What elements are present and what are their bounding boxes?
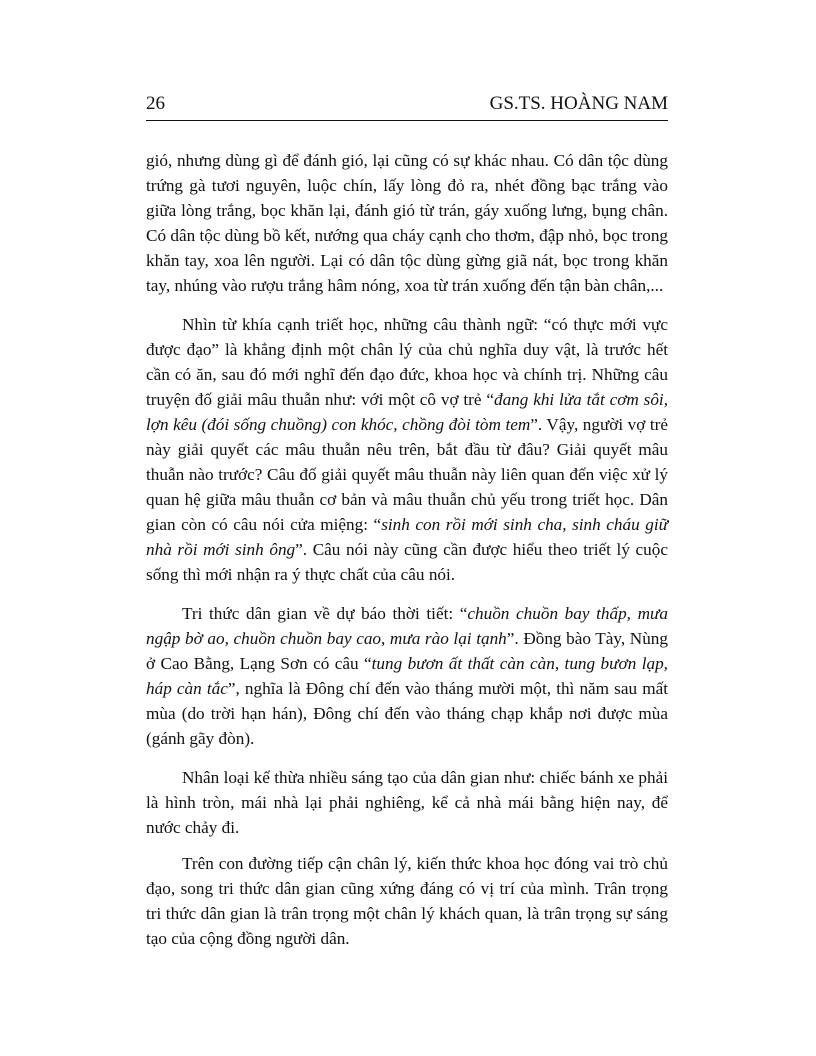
paragraph-2-text-a: Nhìn từ khía cạnh triết học, những câu thành ngữ: “có thực mới vực được đạo” là khẳng định một chân lý của chủ nghĩa duy vật, là trước hết cần có ăn, sau đó mới nghĩ đến đạo đức, khoa học và chính trị. Những câu truyện đố giải mâu thuẫn như: với một cô vợ trẻ “ [146, 315, 668, 409]
header-rule [146, 120, 668, 121]
paragraph-3-text-a: Tri thức dân gian về dự báo thời tiết: “ [182, 604, 468, 623]
paragraph-2-text-c: ”. Câu nói này cũng cần được hiểu theo triết lý cuộc sống thì mới nhận ra ý thực chất của câu nói. [146, 540, 668, 584]
body-text [146, 148, 668, 962]
paragraph-2 [146, 312, 668, 587]
header-author: GS.TS. HOÀNG NAM [489, 93, 668, 114]
paragraph-3-text-c: ”, nghĩa là Đông chí đến vào tháng mười một, thì năm sau mất mùa (do trời hạn hán), Đông chí đến vào tháng chạp khắp nơi được mùa (gánh gãy đòn). [146, 679, 668, 748]
page-number: 26 [146, 93, 165, 114]
paragraph-2-text-b: ”. Vậy, người vợ trẻ này giải quyết các mâu thuẫn nêu trên, bắt đầu từ đâu? Giải quyết mâu thuẫn nào trước? Câu đố giải quyết mâu thuẫn này liên quan đến việc xử lý quan hệ giữa mâu thuẫn cơ bản và mâu thuẫn chủ yếu trong triết học. Dân gian còn có câu nói cửa miệng: “ [146, 415, 668, 534]
paragraph-3-quote-2: tung bươn ất thất càn càn, tung bươn lạp, háp càn tắc [146, 654, 668, 698]
paragraph-2-quote-1: đang khi lửa tắt cơm sôi, lợn kêu (đói sống chuồng) con khóc, chồng đòi tòm tem [146, 390, 668, 434]
paragraph-3-text-b: ”. Đồng bào Tày, Nùng ở Cao Bằng, Lạng Sơn có câu “ [146, 629, 668, 673]
paragraph-3 [146, 601, 668, 751]
paragraph-2-quote-2: sinh con rồi mới sinh cha, sinh cháu giữ nhà rồi mới sinh ông [146, 515, 668, 559]
paragraph-4: Nhân loại kế thừa nhiều sáng tạo của dân gian như: chiếc bánh xe phải là hình tròn, mái nhà lại phải nghiêng, kể cả nhà mái bằng hiện nay, để nước chảy đi. [146, 768, 668, 837]
paragraph-5: Trên con đường tiếp cận chân lý, kiến thức khoa học đóng vai trò chủ đạo, song tri thức dân gian cũng xứng đáng có vị trí của mình. Trân trọng tri thức dân gian là trân trọng một chân lý khách quan, là trân trọng sự sáng tạo của cộng đồng người dân. [146, 854, 668, 948]
running-header [146, 92, 668, 116]
paragraph-1: gió, nhưng dùng gì để đánh gió, lại cũng có sự khác nhau. Có dân tộc dùng trứng gà tươi nguyên, luộc chín, lấy lòng đỏ ra, nhét đồng bạc trắng vào giữa lòng trắng, bọc khăn lại, đánh gió từ trán, gáy xuống lưng, bụng chân. Có dân tộc dùng bồ kết, nướng qua cháy cạnh cho thơm, đập nhỏ, bọc trong khăn tay, xoa lên người. Lại có dân tộc dùng gừng giã nát, bọc trong khăn tay, nhúng vào rượu trắng hâm nóng, xoa từ trán xuống đến tận bàn chân,... [146, 151, 669, 295]
paragraph-3-quote-1: chuồn chuồn bay thấp, mưa ngập bờ ao, chuồn chuồn bay cao, mưa rào lại tạnh [146, 604, 668, 648]
